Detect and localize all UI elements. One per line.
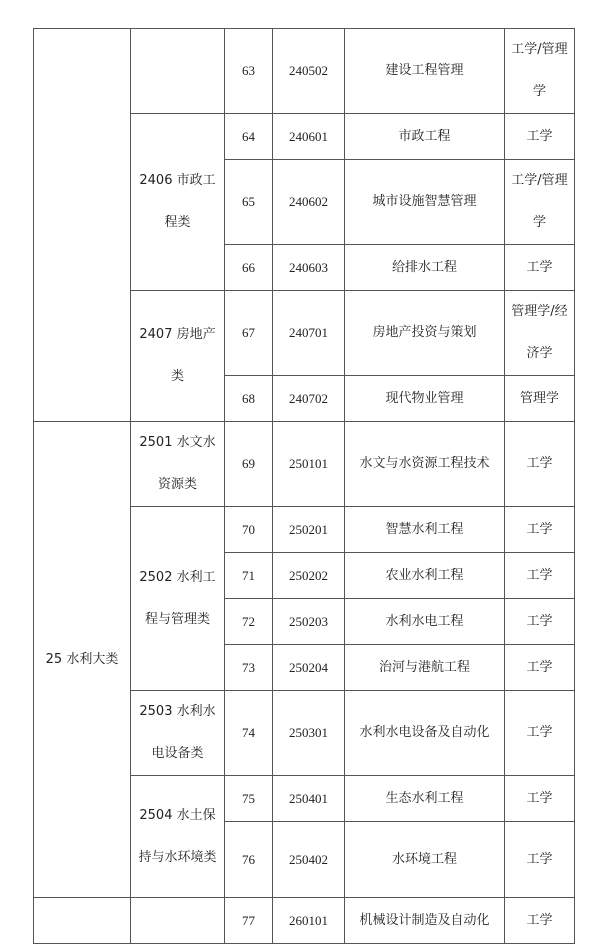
major-code: 240702	[273, 376, 345, 422]
row-number: 75	[225, 776, 273, 822]
major-code: 240701	[273, 291, 345, 376]
degree-type: 工学	[505, 553, 575, 599]
row-number: 67	[225, 291, 273, 376]
row-number: 66	[225, 245, 273, 291]
major-code: 250402	[273, 822, 345, 898]
row-number: 72	[225, 599, 273, 645]
major-name: 水文与水资源工程技术	[345, 422, 505, 507]
major-name: 治河与港航工程	[345, 645, 505, 691]
row-number: 76	[225, 822, 273, 898]
major-category-cell	[34, 898, 131, 944]
degree-type: 管理学	[505, 376, 575, 422]
major-code: 250203	[273, 599, 345, 645]
degree-type: 工学	[505, 645, 575, 691]
subcategory-cell: 2407 房地产类	[131, 291, 225, 422]
major-code: 260101	[273, 898, 345, 944]
degree-type: 工学	[505, 898, 575, 944]
subcategory-cell: 2501 水文水资源类	[131, 422, 225, 507]
degree-type: 工学	[505, 822, 575, 898]
major-name: 城市设施智慧管理	[345, 160, 505, 245]
row-number: 70	[225, 507, 273, 553]
major-code: 250201	[273, 507, 345, 553]
degree-type: 管理学/经济学	[505, 291, 575, 376]
major-name: 农业水利工程	[345, 553, 505, 599]
major-name: 生态水利工程	[345, 776, 505, 822]
row-number: 77	[225, 898, 273, 944]
major-code: 240502	[273, 29, 345, 114]
major-category-cell	[34, 29, 131, 422]
major-name: 现代物业管理	[345, 376, 505, 422]
row-number: 69	[225, 422, 273, 507]
subcategory-cell: 2406 市政工程类	[131, 114, 225, 291]
major-name: 市政工程	[345, 114, 505, 160]
major-name: 水利水电设备及自动化	[345, 691, 505, 776]
major-code: 250101	[273, 422, 345, 507]
degree-type: 工学/管理学	[505, 29, 575, 114]
row-number: 63	[225, 29, 273, 114]
major-name: 建设工程管理	[345, 29, 505, 114]
major-category-cell: 25 水利大类	[34, 422, 131, 898]
major-code: 250401	[273, 776, 345, 822]
degree-type: 工学	[505, 776, 575, 822]
major-code: 250301	[273, 691, 345, 776]
major-name: 给排水工程	[345, 245, 505, 291]
major-code: 240603	[273, 245, 345, 291]
row-number: 71	[225, 553, 273, 599]
major-name: 水利水电工程	[345, 599, 505, 645]
degree-type: 工学	[505, 245, 575, 291]
table-row	[34, 898, 575, 944]
row-number: 74	[225, 691, 273, 776]
major-code: 250202	[273, 553, 345, 599]
majors-table	[33, 28, 575, 944]
degree-type: 工学	[505, 691, 575, 776]
row-number: 73	[225, 645, 273, 691]
subcategory-cell: 2502 水利工程与管理类	[131, 507, 225, 691]
subcategory-cell: 2504 水土保持与水环境类	[131, 776, 225, 898]
major-code: 240601	[273, 114, 345, 160]
degree-type: 工学	[505, 507, 575, 553]
major-code: 240602	[273, 160, 345, 245]
subcategory-cell: 2503 水利水电设备类	[131, 691, 225, 776]
row-number: 64	[225, 114, 273, 160]
row-number: 68	[225, 376, 273, 422]
subcategory-cell	[131, 898, 225, 944]
major-name: 房地产投资与策划	[345, 291, 505, 376]
row-number: 65	[225, 160, 273, 245]
degree-type: 工学	[505, 422, 575, 507]
degree-type: 工学	[505, 599, 575, 645]
table-row	[34, 29, 575, 114]
degree-type: 工学	[505, 114, 575, 160]
major-name: 机械设计制造及自动化	[345, 898, 505, 944]
table-row	[34, 422, 575, 507]
major-name: 智慧水利工程	[345, 507, 505, 553]
subcategory-cell	[131, 29, 225, 114]
degree-type: 工学/管理学	[505, 160, 575, 245]
major-name: 水环境工程	[345, 822, 505, 898]
major-code: 250204	[273, 645, 345, 691]
